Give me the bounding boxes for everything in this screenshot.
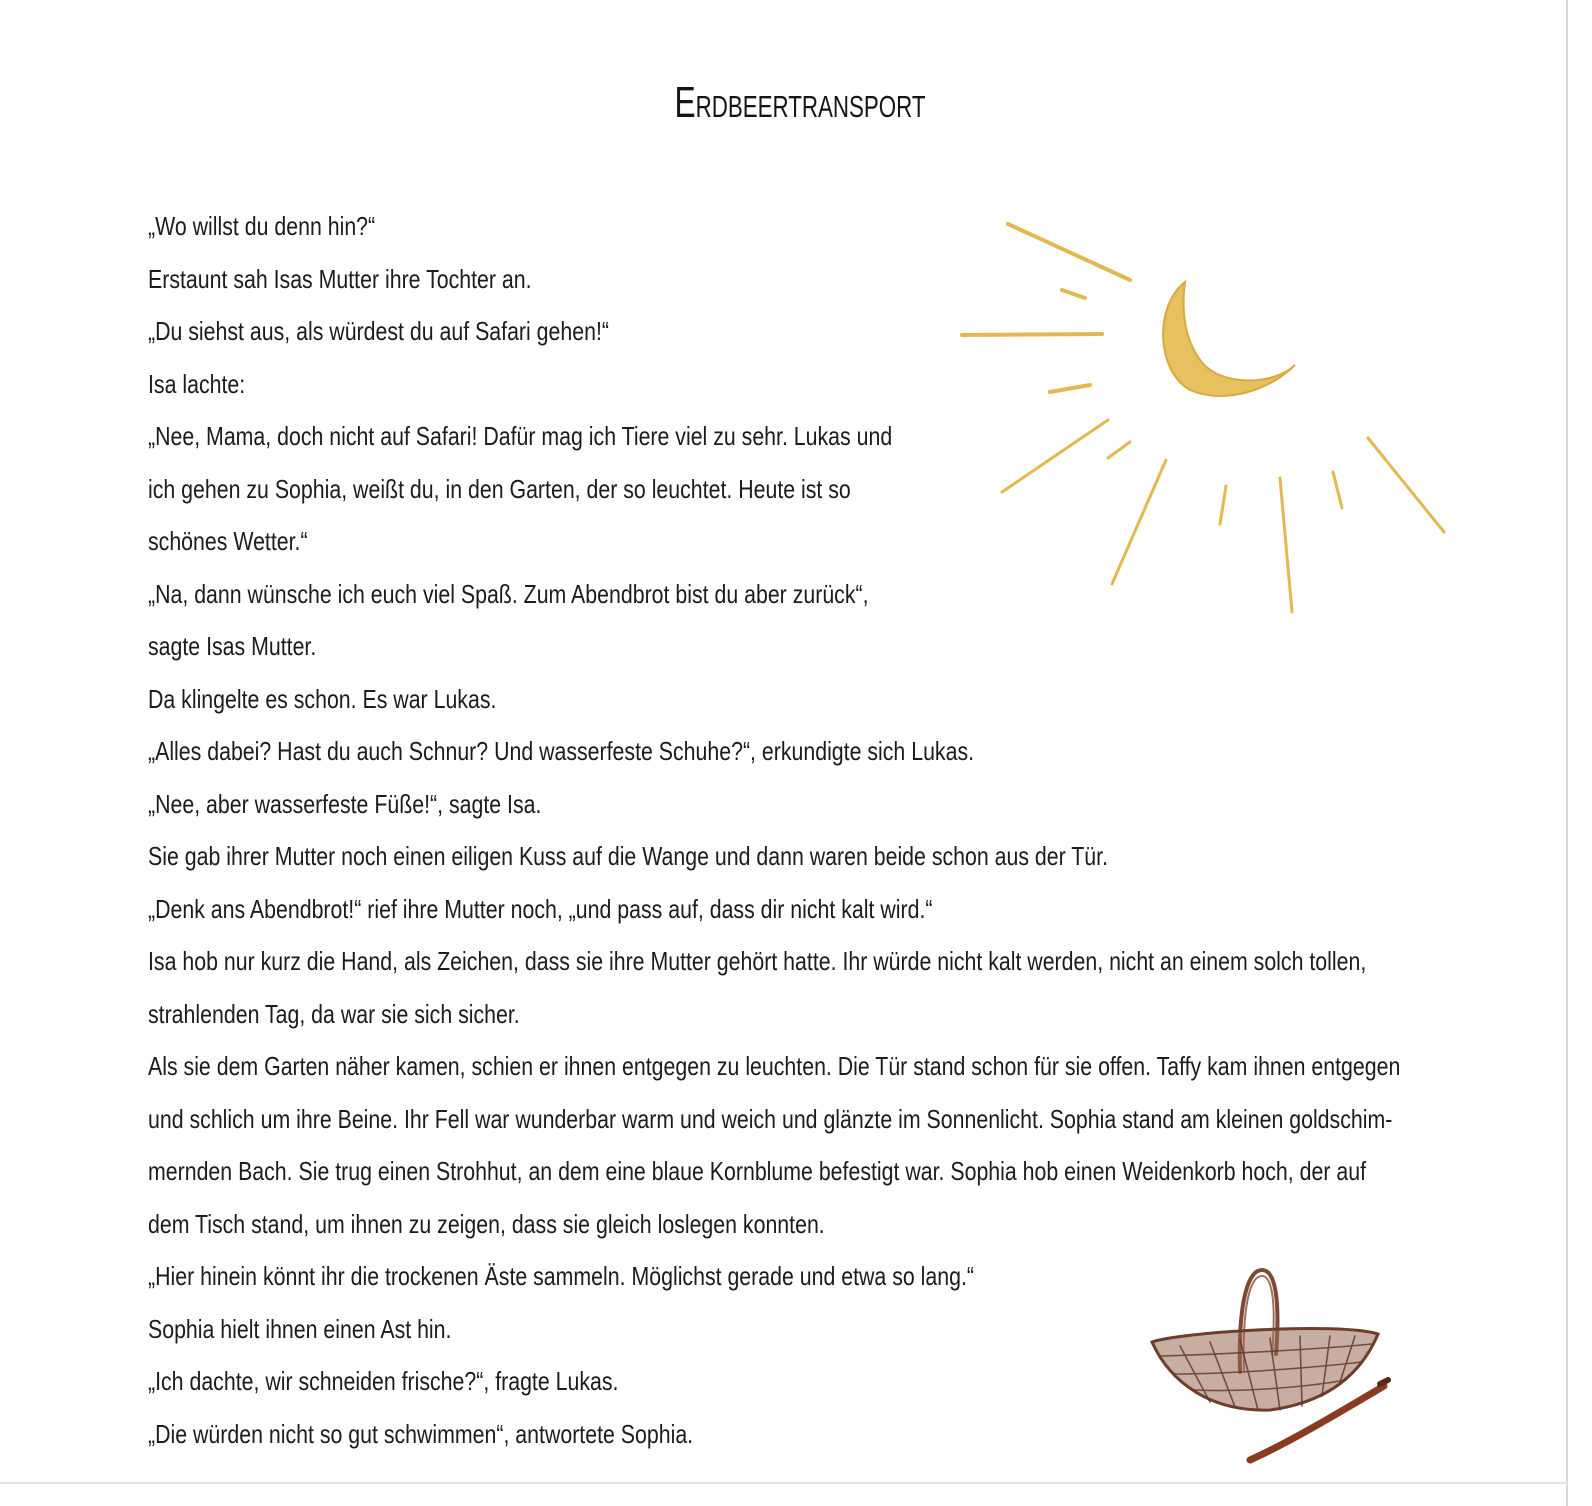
page-bottom-border — [0, 1482, 1568, 1484]
text-line: „Nee, Mama, doch nicht auf Safari! Dafür mag ich Tiere viel zu sehr. Lukas und — [148, 421, 893, 451]
text-line: dem Tisch stand, um ihnen zu zeigen, dass sie gleich loslegen konnten. — [148, 1208, 825, 1239]
page-title: Erdbeertransport — [674, 78, 926, 127]
text-line: Da klingelte es schon. Es war Lukas. — [148, 683, 497, 714]
text-line: „Ich dachte, wir schneiden frische?“, fragte Lukas. — [148, 1366, 619, 1396]
text-line: Erstaunt sah Isas Mutter ihre Tochter an. — [148, 263, 532, 294]
text-line: schönes Wetter.“ — [148, 526, 308, 556]
text-line: mernden Bach. Sie trug einen Strohhut, an dem eine blaue Kornblume befestigt war. Sophia hob einen Weidenkorb hoch, der auf — [148, 1156, 1367, 1186]
text-line: „Hier hinein könnt ihr die trockenen Äste sammeln. Möglichst gerade und etwa so lang.“ — [148, 1261, 974, 1291]
text-line: „Na, dann wünsche ich euch viel Spaß. Zum Abendbrot bist du aber zurück“, — [148, 578, 869, 609]
text-line: „Nee, aber wasserfeste Füße!“, sagte Isa. — [148, 788, 542, 819]
text-line: Sie gab ihrer Mutter noch einen eiligen Kuss auf die Wange und dann waren beide schon aus der Tür. — [148, 841, 1109, 871]
text-line: „Denk ans Abendbrot!“ rief ihre Mutter noch, „und pass auf, dass dir nicht kalt wird.“ — [148, 893, 933, 924]
text-line: „Du siehst aus, als würdest du auf Safari gehen!“ — [148, 316, 609, 346]
text-line: ich gehen zu Sophia, weißt du, in den Garten, der so leuchtet. Heute ist so — [148, 473, 851, 504]
text-line: Isa hob nur kurz die Hand, als Zeichen, dass sie ihre Mutter gehört hatte. Ihr würde nicht kalt werden, nicht an einem solch tollen, — [148, 946, 1367, 976]
page-right-border — [1566, 0, 1568, 1506]
text-line: sagte Isas Mutter. — [148, 631, 317, 661]
text-line: Als sie dem Garten näher kamen, schien er ihnen entgegen zu leuchten. Die Tür stand schon für sie offen. Taffy kam ihnen entgegen — [148, 1051, 1401, 1081]
text-line: „Die würden nicht so gut schwimmen“, antwortete Sophia. — [148, 1418, 694, 1449]
basket-illustration — [1140, 1262, 1400, 1482]
text-line: „Alles dabei? Hast du auch Schnur? Und wasserfeste Schuhe?“, erkundigte sich Lukas. — [148, 736, 975, 766]
text-line: „Wo willst du denn hin?“ — [148, 211, 376, 241]
text-line: strahlenden Tag, da war sie sich sicher. — [148, 998, 520, 1029]
text-line: Sophia hielt ihnen einen Ast hin. — [148, 1313, 452, 1344]
text-line: und schlich um ihre Beine. Ihr Fell war wunderbar warm und weich und glänzte im Sonnenlicht. Sophia stand am kleinen goldschim- — [148, 1103, 1393, 1134]
text-line: Isa lachte: — [148, 368, 246, 399]
